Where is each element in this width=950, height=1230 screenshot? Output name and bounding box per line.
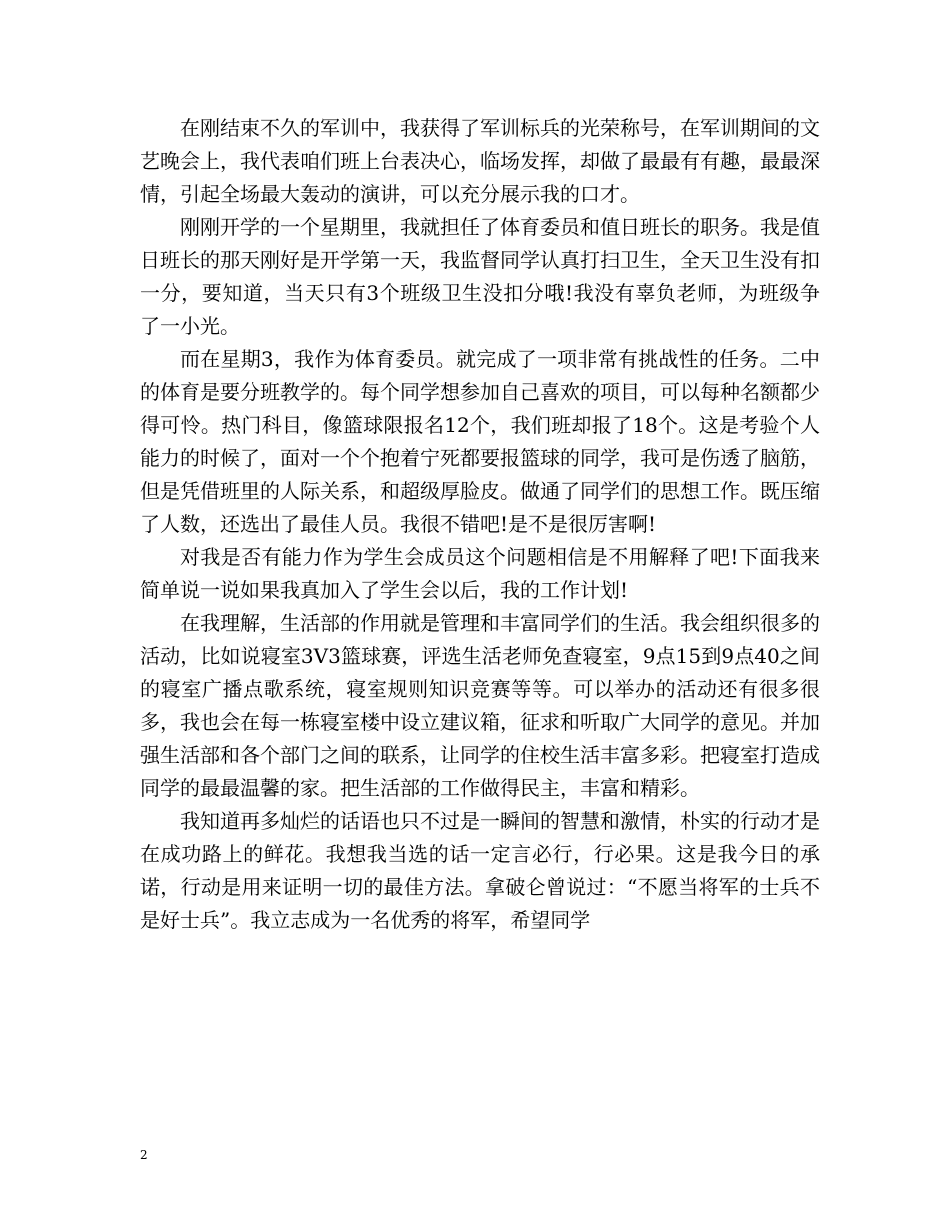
paragraph-sports-committee: 而在星期3，我作为体育委员。就完成了一项非常有挑战性的任务。二中的体育是要分班教学的。每个同学想参加自己喜欢的项目，可以每种名额都少得可怜。热门科目，像篮球限报名12个，我们班却报了18个。这是考验个人能力的时候了，面对一个个抱着宁死都要报篮球的同学，我可是伤透了脑筋，但是凭借班里的人际关系，和超级厚脸皮。做通了同学们的思想工作。既压缩了人数，还选出了最佳人员。我很不错吧!是不是很厉害啊!: [140, 347, 820, 536]
paragraph-military-training: 在刚结束不久的军训中，我获得了军训标兵的光荣称号，在军训期间的文艺晚会上，我代表咱们班上台表决心，临场发挥，却做了最最有有趣，最最深情，引起全场最大轰动的演讲，可以充分展示我的口才。: [140, 116, 820, 206]
page-number: 2: [140, 1148, 148, 1162]
paragraph-work-plan: 在我理解，生活部的作用就是管理和丰富同学们的生活。我会组织很多的活动，比如说寝室3V3篮球赛，评选生活老师免查寝室，9点15到9点40之间的寝室广播点歌系统，寝室规则知识竞赛等等。可以举办的活动还有很多很多，我也会在每一栋寝室楼中设立建议箱，征求和听取广大同学的意见。并加强生活部和各个部门之间的联系，让同学的住校生活丰富多彩。把寝室打造成同学的最最温馨的家。把生活部的工作做得民主，丰富和精彩。: [140, 611, 820, 800]
paragraph-ability: 对我是否有能力作为学生会成员这个问题相信是不用解释了吧!下面我来简单说一说如果我真加入了学生会以后，我的工作计划!: [140, 545, 820, 602]
body-text: [140, 112, 820, 937]
paragraph-promise: 我知道再多灿烂的话语也只不过是一瞬间的智慧和激情，朴实的行动才是在成功路上的鲜花。我想我当选的话一定言必行，行必果。这是我今日的承诺，行动是用来证明一切的最佳方法。拿破仑曾说过：“不愿当将军的士兵不是好士兵”。我立志成为一名优秀的将军，希望同学: [140, 809, 820, 932]
paragraph-class-duties: 刚刚开学的一个星期里，我就担任了体育委员和值日班长的职务。我是值日班长的那天刚好是开学第一天，我监督同学认真打扫卫生，全天卫生没有扣一分，要知道，当天只有3个班级卫生没扣分哦!我没有辜负老师，为班级争了一小光。: [140, 215, 820, 338]
